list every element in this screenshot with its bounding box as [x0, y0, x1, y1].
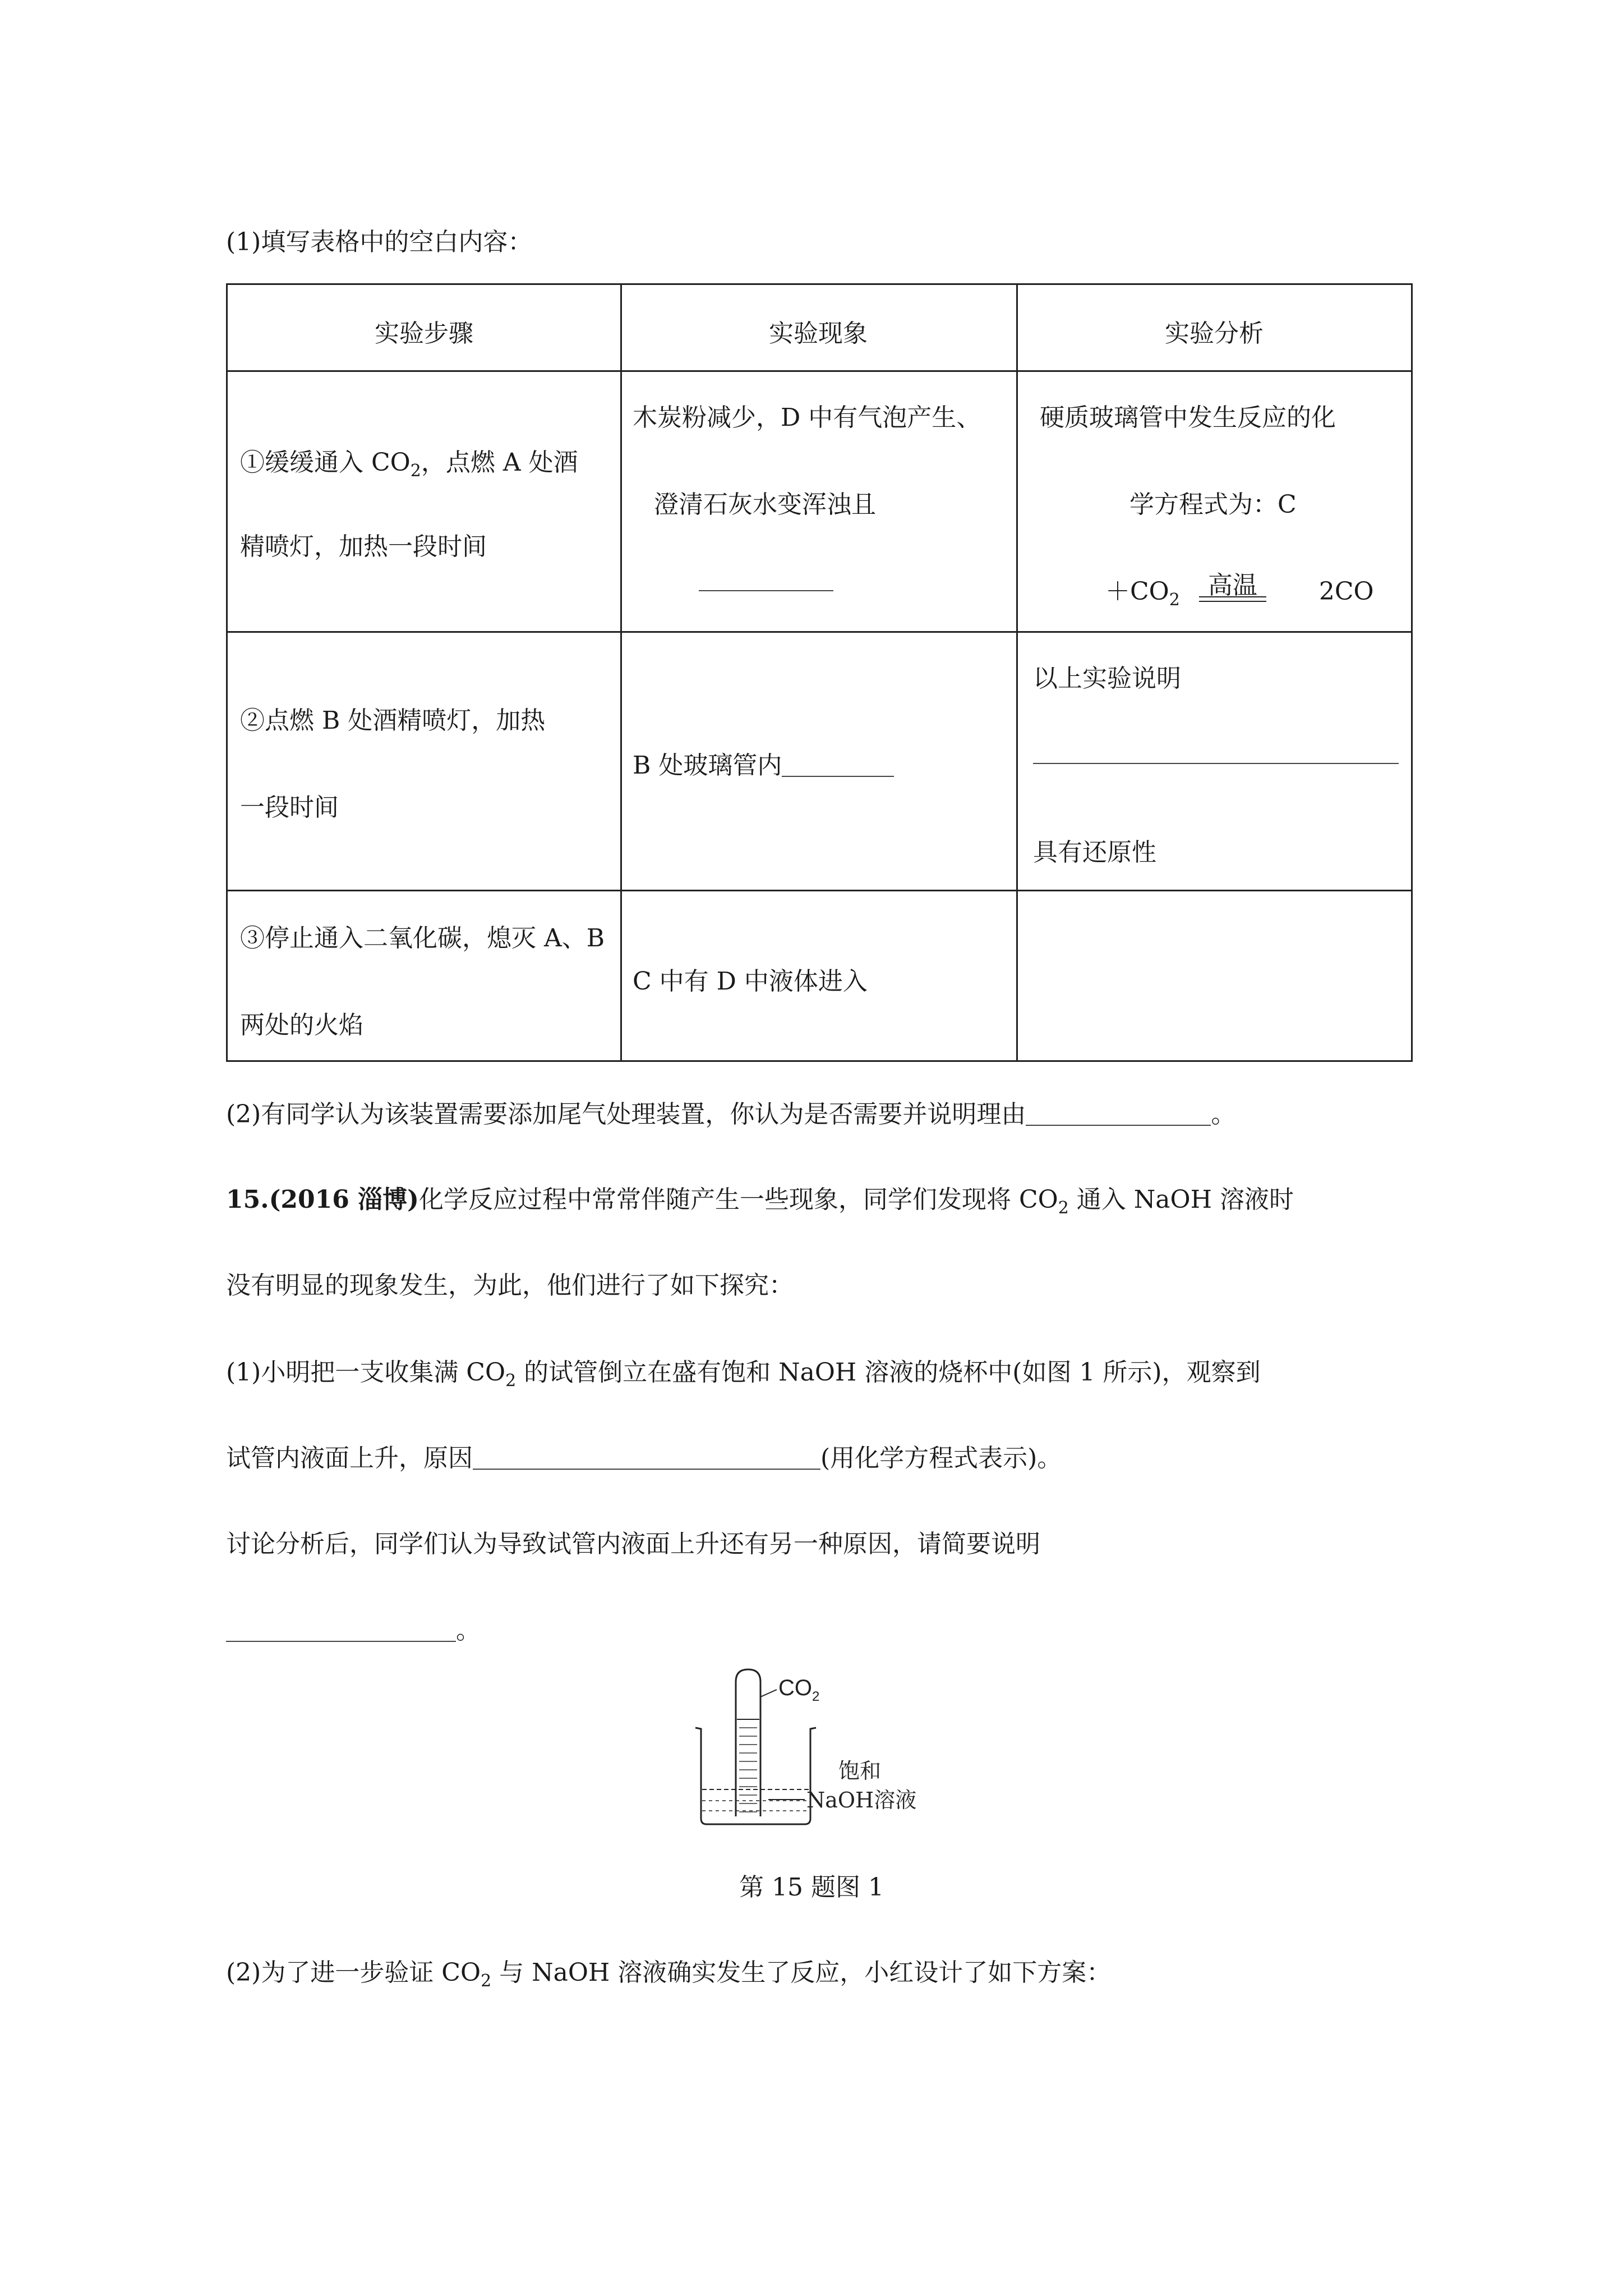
q14-part2: (2)有同学认为该装置需要添加尾气处理装置，你认为是否需要并说明理由 。 — [226, 1100, 1236, 1129]
q15-part1-line2: 试管内液面上升，原因 (用化学方程式表示)。 — [226, 1444, 1062, 1473]
q15-reason-blank[interactable] — [226, 1618, 456, 1642]
figure-caption: 第 15 题图 1 — [739, 1873, 884, 1902]
row2-ana-blank[interactable] — [1033, 738, 1399, 767]
q15-part1-line4: 。 — [226, 1610, 481, 1646]
q15-part1-line3: 讨论分析后，同学们认为导致试管内液面上升还有另一种原因，请简要说明 — [226, 1530, 1040, 1558]
q15-intro-line2: 没有明显的现象发生，为此，他们进行了如下探究： — [226, 1271, 794, 1300]
row1-obs-line2: 澄清石灰水变浑浊且 — [654, 490, 876, 519]
naoh-label: NaOH溶液 — [806, 1788, 917, 1812]
row1-ana-line1: 硬质玻璃管中发生反应的化 — [1040, 403, 1336, 432]
row3-step-line1: ③停止通入二氧化碳，熄灭 A、B — [240, 924, 605, 953]
q14-part1: (1)填写表格中的空白内容： — [226, 228, 533, 256]
row1-obs-line1: 木炭粉减少，D 中有气泡产生、 — [633, 403, 981, 432]
header-step: 实验步骤 — [375, 319, 473, 348]
header-observation: 实验现象 — [769, 319, 868, 348]
row2-obs: B 处玻璃管内 — [633, 745, 894, 781]
experiment-table — [226, 283, 1413, 1062]
row2-step-line2: 一段时间 — [240, 793, 339, 822]
beaker-figure — [684, 1666, 942, 1834]
row1-obs-blank[interactable] — [699, 565, 833, 594]
row3-obs: C 中有 D 中液体进入 — [633, 967, 868, 996]
q14-part2-blank[interactable] — [1026, 1102, 1211, 1126]
row2-obs-blank[interactable] — [782, 753, 894, 777]
q15-part2: (2)为了进一步验证 $CO_2$ 与 NaOH 溶液确实发生了反应，小红设计了如下方案： — [226, 1958, 1112, 1991]
co2-label: $CO_2$ — [778, 1676, 820, 1704]
row2-ana-line3: 具有还原性 — [1033, 838, 1156, 867]
row1-step-line2: 精喷灯，加热一段时间 — [240, 532, 487, 561]
row1-ana-line2: 学方程式为：C — [1129, 490, 1297, 519]
row1-step-line1: ①缓缓通入 $CO_2$，点燃 A 处酒 — [240, 448, 578, 481]
header-analysis: 实验分析 — [1165, 319, 1264, 348]
q15-part1-line1: (1)小明把一支收集满 $CO_2$ 的试管倒立在盛有饱和 NaOH 溶液的烧杯中(如图 1 所示)，观察到 — [226, 1358, 1261, 1391]
beaker-diagram — [684, 1666, 942, 1834]
q15-intro-line1: 15.(2016 淄博)化学反应过程中常常伴随产生一些现象，同学们发现将 $CO_2$ 通入 NaOH 溶液时 — [226, 1185, 1294, 1218]
row1-equation: $+CO_2$ 高温 2CO — [1105, 571, 1374, 610]
row3-step-line2: 两处的火焰 — [240, 1011, 363, 1039]
saturated-label: 饱和 — [838, 1759, 882, 1783]
q15-equation-blank[interactable] — [473, 1446, 820, 1470]
row2-ana-line1: 以上实验说明 — [1033, 664, 1181, 693]
row2-step-line1: ②点燃 B 处酒精喷灯，加热 — [240, 706, 546, 735]
